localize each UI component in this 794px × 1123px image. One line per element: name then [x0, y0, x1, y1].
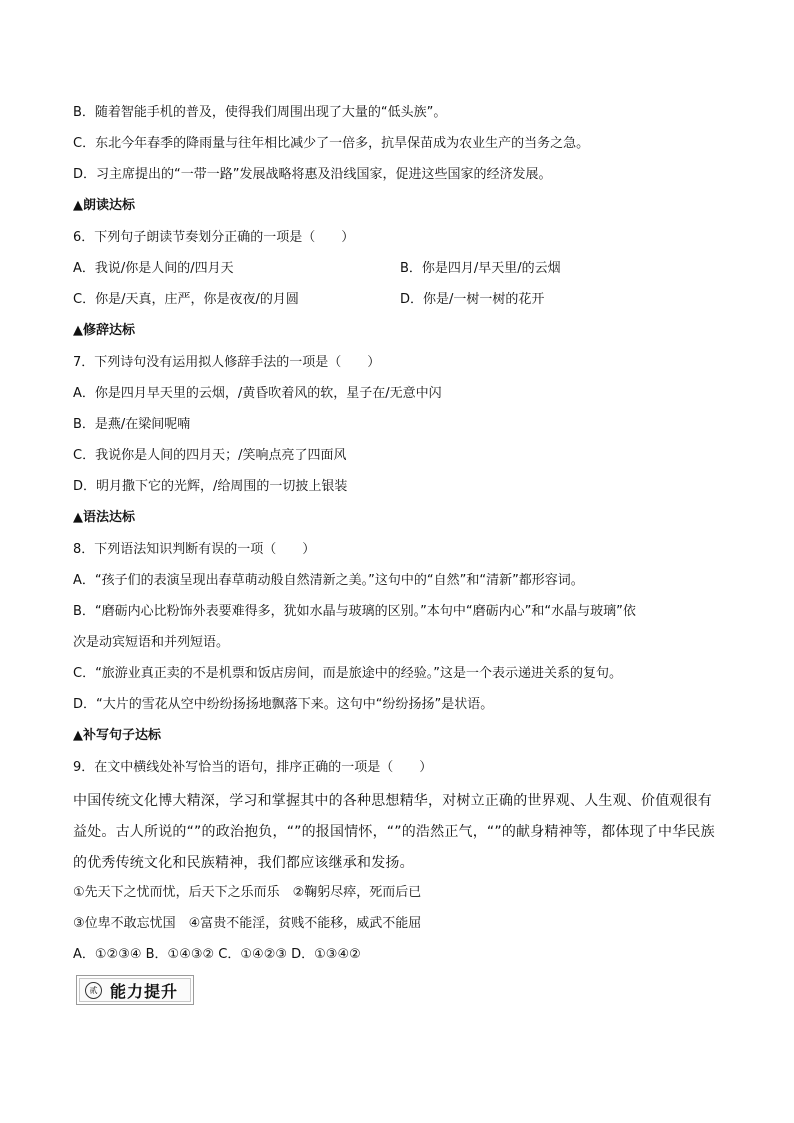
q7-option-b: B．是燕/在梁间呢喃: [73, 417, 191, 432]
q8-option-b-line1: B．“磨砺内心比粉饰外表要难得多，犹如水晶与玻璃的区别。”本句中“磨砺内心”和“水晶与玻璃”依: [73, 604, 636, 619]
section-tag-label: 能力提升: [110, 981, 179, 1001]
q8-option-a: A．“孩子们的表演呈现出春草萌动般自然清新之美。”这句中的“自然”和“清新”都形容词。: [73, 573, 584, 588]
section-heading-rhetoric: ▲修辞达标: [73, 323, 135, 338]
section-heading-grammar: ▲语法达标: [73, 510, 135, 525]
q6-option-b: B．你是四月/早天里/的云烟: [400, 261, 561, 276]
q7-option-c: C．我说你是人间的四月天；/笑响点亮了四面风: [73, 448, 347, 463]
q5-option-b: B．随着智能手机的普及，使得我们周围出现了大量的“低头族”。: [73, 105, 447, 120]
q7-option-d: D．明月撒下它的光辉，/给周围的一切披上银装: [73, 479, 348, 494]
q7-stem: 7．下列诗句没有运用拟人修辞手法的一项是（ ）: [73, 355, 381, 370]
q8-option-c: C．“旅游业真正卖的不是机票和饭店房间，而是旅途中的经验。”这是一个表示递进关系的复句。: [73, 666, 623, 681]
q6-option-d: D．你是/一树一树的花开: [400, 292, 545, 307]
q6-option-c: C．你是/天真，庄严，你是夜夜/的月圆: [73, 292, 299, 307]
number-circle-icon: 贰: [85, 982, 102, 999]
q9-stem: 9．在文中横线处补写恰当的语句，排序正确的一项是（ ）: [73, 760, 433, 775]
section-tag-ability: [76, 975, 194, 1005]
q9-answers: A．①②③④ B．①④③② C．①④②③ D．①③④②: [73, 947, 361, 962]
q6-option-a: A．我说/你是人间的/四月天: [73, 261, 234, 276]
q8-option-d: D．“大片的雪花从空中纷纷扬扬地飘落下来。这句中“纷纷扬扬”是状语。: [73, 697, 494, 712]
q9-option-line1: ①先天下之忧而忧，后天下之乐而乐 ②鞠躬尽瘁，死而后已: [73, 885, 422, 900]
q5-option-d: D．习主席提出的“一带一路”发展战略将惠及沿线国家，促进这些国家的经济发展。: [73, 167, 552, 182]
q5-option-c: C．东北今年春季的降雨量与往年相比减少了一倍多，抗旱保苗成为农业生产的当务之急。: [73, 136, 590, 151]
q9-passage: 中国传统文化博大精深，学习和掌握其中的各种思想精华，对树立正确的世界观、人生观、价值观很有益处。古人所说的“”的政治抱负，“”的报国情怀，“”的浩然正气，“”的献身精神等，都体现了中华民族的优秀传统文化和民族精神，我们都应该继承和发扬。: [73, 793, 715, 871]
section-heading-reading: ▲朗读达标: [73, 198, 135, 213]
section-heading-fill: ▲补写句子达标: [73, 728, 161, 743]
q7-option-a: A．你是四月早天里的云烟，/黄昏吹着风的软，星子在/无意中闪: [73, 386, 442, 401]
q8-stem: 8．下列语法知识判断有误的一项（ ）: [73, 542, 316, 557]
q8-option-b-line2: 次是动宾短语和并列短语。: [73, 635, 230, 650]
q9-option-line2: ③位卑不敢忘忧国 ④富贵不能淫，贫贱不能移，威武不能屈: [73, 916, 422, 931]
q6-stem: 6．下列句子朗读节奏划分正确的一项是（ ）: [73, 230, 355, 245]
